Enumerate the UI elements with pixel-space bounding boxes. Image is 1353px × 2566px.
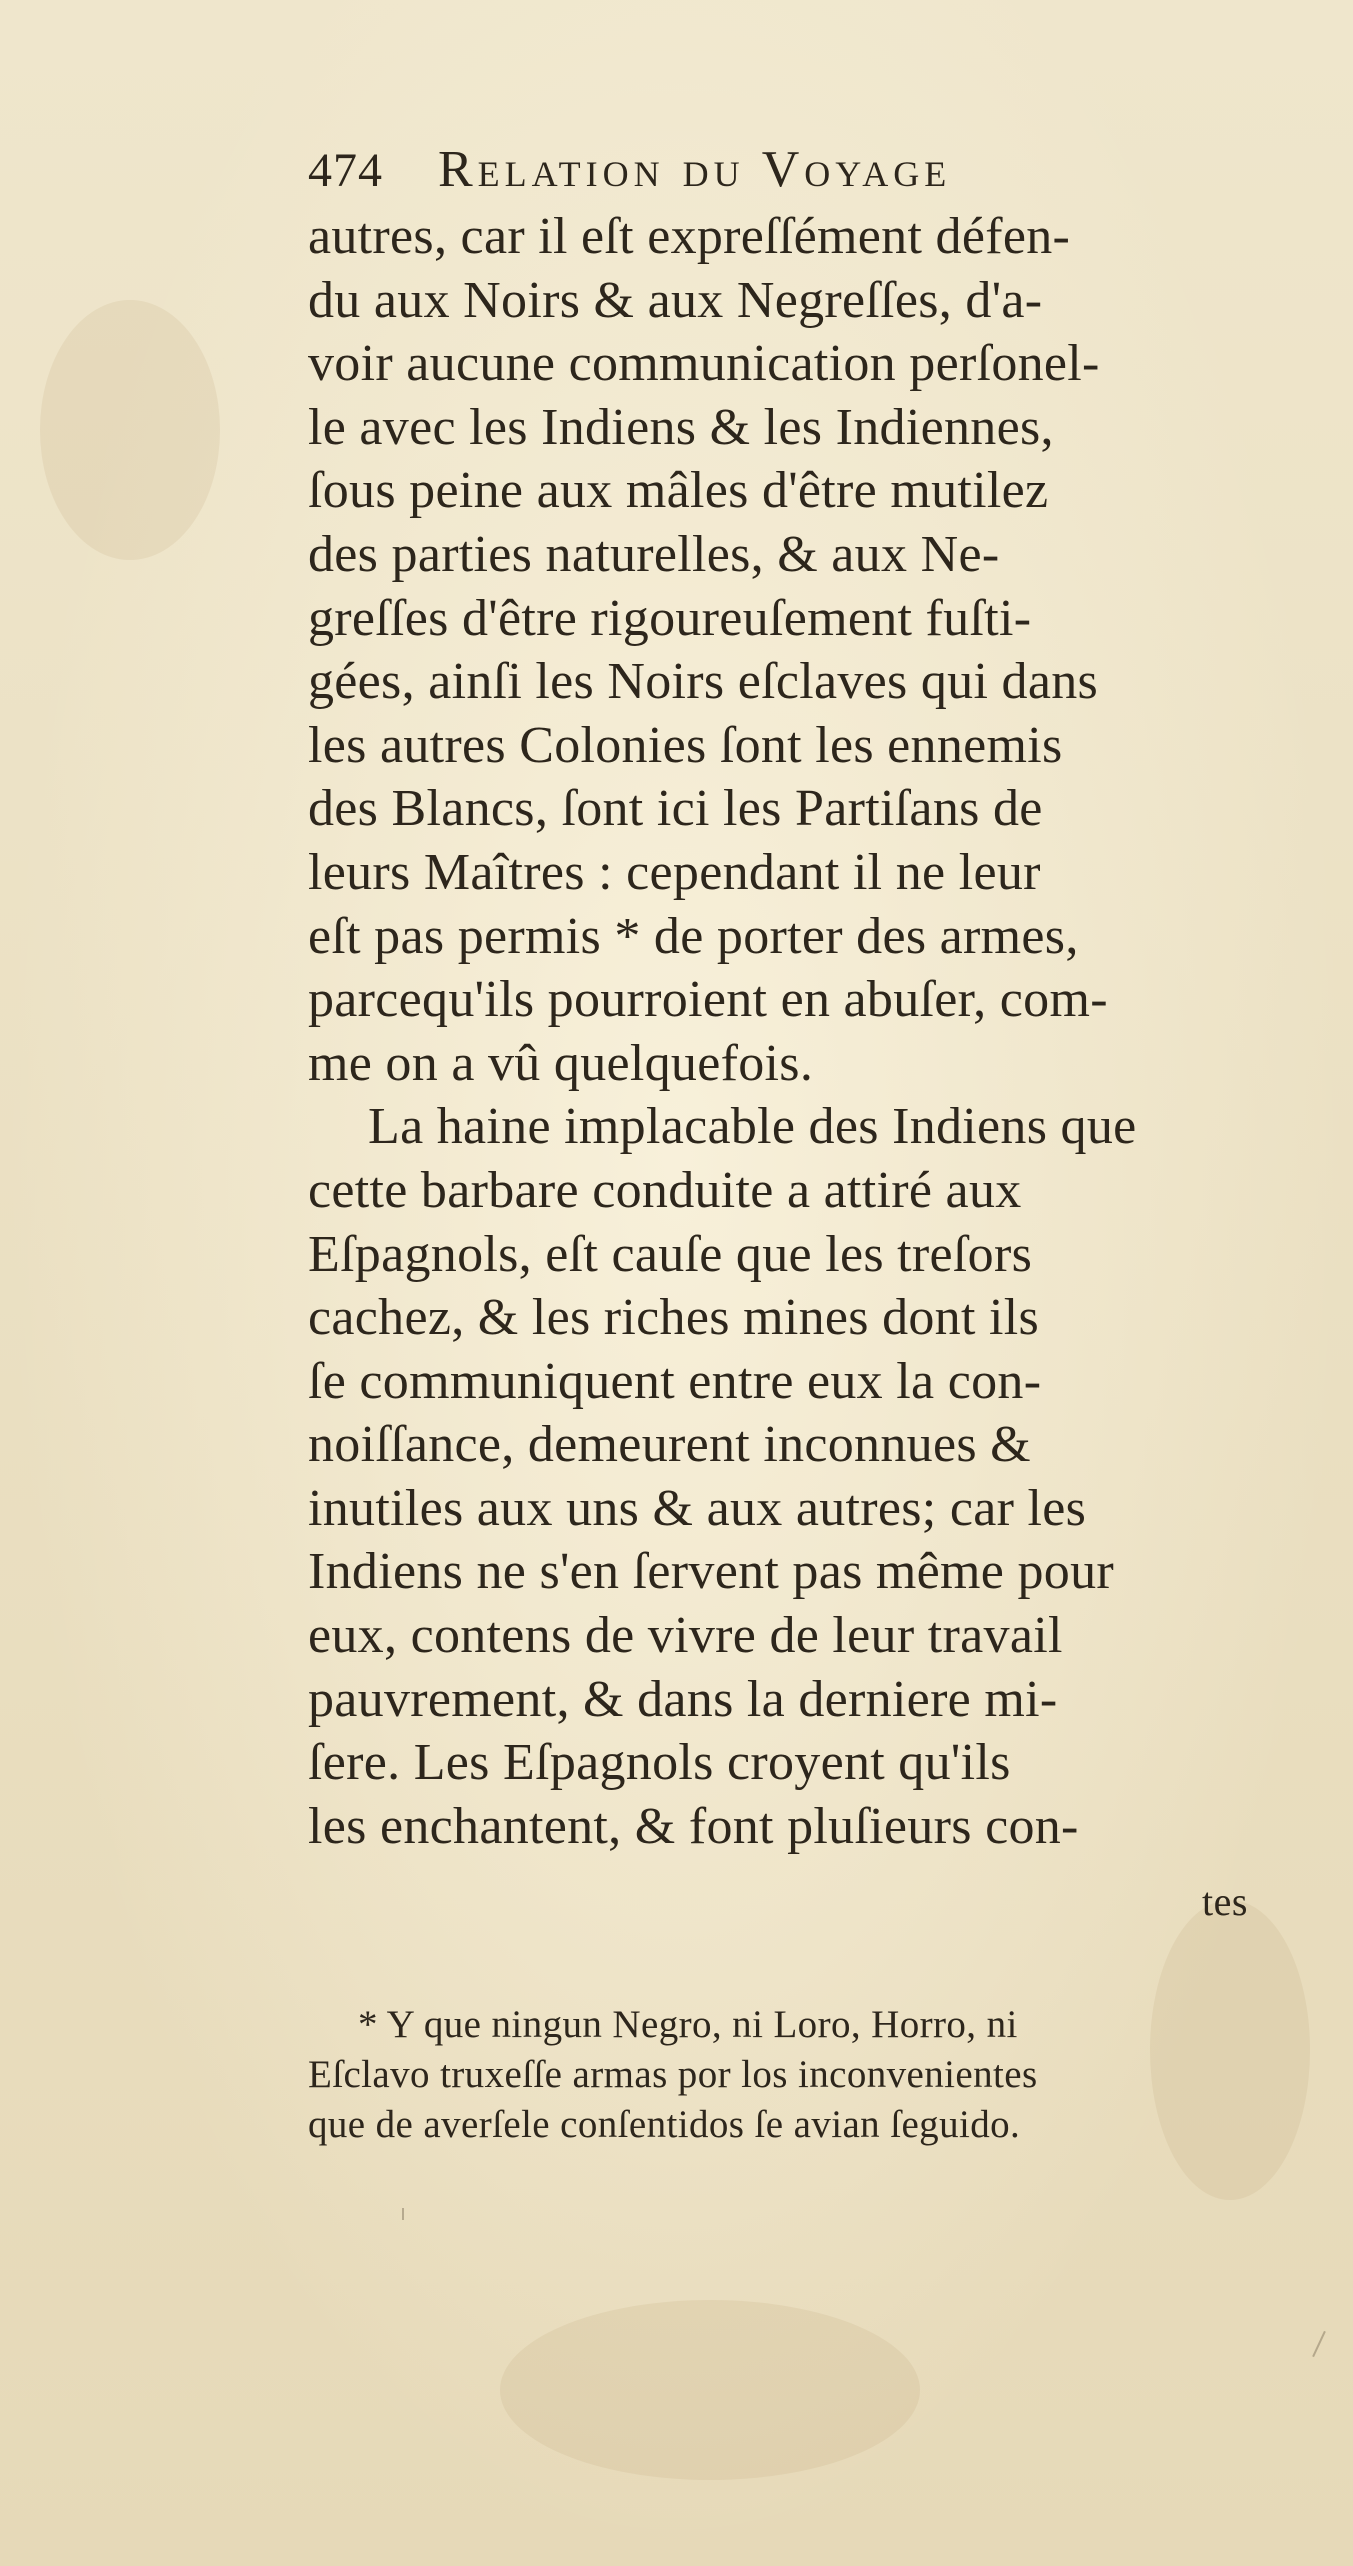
text-line: pauvrement, & dans la derniere mi-: [308, 1670, 1058, 1728]
footnote-line: que de averſele conſentidos ſe avian ſeguido.: [308, 2103, 1021, 2146]
paper-stain: [40, 300, 220, 560]
text-line: autres, car il eſt expreſſément défen-: [308, 208, 1071, 265]
text-line: ſous peine aux mâles d'être mutilez: [308, 462, 1049, 520]
text-line: me on a vû quelquefois.: [308, 1034, 814, 1092]
text-line: cachez, & les riches mines dont ils: [308, 1289, 1040, 1347]
footnote-line: * Y que ningun Negro, ni Loro, Horro, ni: [358, 2003, 1018, 2046]
text-line: ſe communiquent entre eux la con-: [308, 1352, 1042, 1410]
text-line: Indiens ne s'en ſervent pas même pour: [308, 1543, 1115, 1601]
text-line: gées, ainſi les Noirs eſclaves qui dans: [308, 653, 1099, 711]
page-header: [308, 140, 1168, 210]
text-line: voir aucune communication perſonel-: [308, 335, 1100, 393]
text-line: leurs Maîtres : cependant il ne leur: [308, 843, 1041, 901]
text-line: parcequ'ils pourroient en abuſer, com-: [308, 971, 1108, 1029]
paper-stain: [500, 2300, 920, 2480]
main-text: [308, 205, 1288, 1858]
paper-mark: [402, 2208, 404, 2220]
text-line: le avec les Indiens & les Indiennes,: [308, 398, 1054, 456]
text-line: inutiles aux uns & aux autres; car les: [308, 1479, 1087, 1537]
paper-mark: [1312, 2331, 1326, 2357]
text-line: cette barbare conduite a attiré aux: [308, 1161, 1022, 1219]
text-line: Eſpagnols, eſt cauſe que les treſors: [308, 1225, 1033, 1283]
text-line: eux, contens de vivre de leur travail: [308, 1607, 1063, 1665]
text-line: greſſes d'être rigoureuſement fuſti-: [308, 589, 1032, 647]
footnote-line: Eſclavo truxeſſe armas por los inconvenientes: [308, 2053, 1038, 2096]
text-line: du aux Noirs & aux Negreſſes, d'a-: [308, 271, 1043, 329]
text-line: ſere. Les Eſpagnols croyent qu'ils: [308, 1734, 1011, 1792]
text-line: les enchantent, & font pluſieurs con-: [308, 1797, 1079, 1855]
page-number: 474: [308, 144, 383, 197]
text-line: les autres Colonies ſont les ennemis: [308, 716, 1063, 774]
paragraph-start-line: La haine implacable des Indiens que: [368, 1098, 1137, 1156]
footnote: [308, 2000, 1288, 2150]
text-line: noiſſance, demeurent inconnues &: [308, 1416, 1031, 1474]
catchword: tes: [1202, 1879, 1248, 1924]
text-line: des Blancs, ſont ici les Partiſans de: [308, 780, 1043, 838]
text-line: des parties naturelles, & aux Ne-: [308, 525, 1000, 583]
running-title: Relation du Voyage: [438, 141, 952, 198]
text-line: eſt pas permis * de porter des armes,: [308, 907, 1079, 965]
